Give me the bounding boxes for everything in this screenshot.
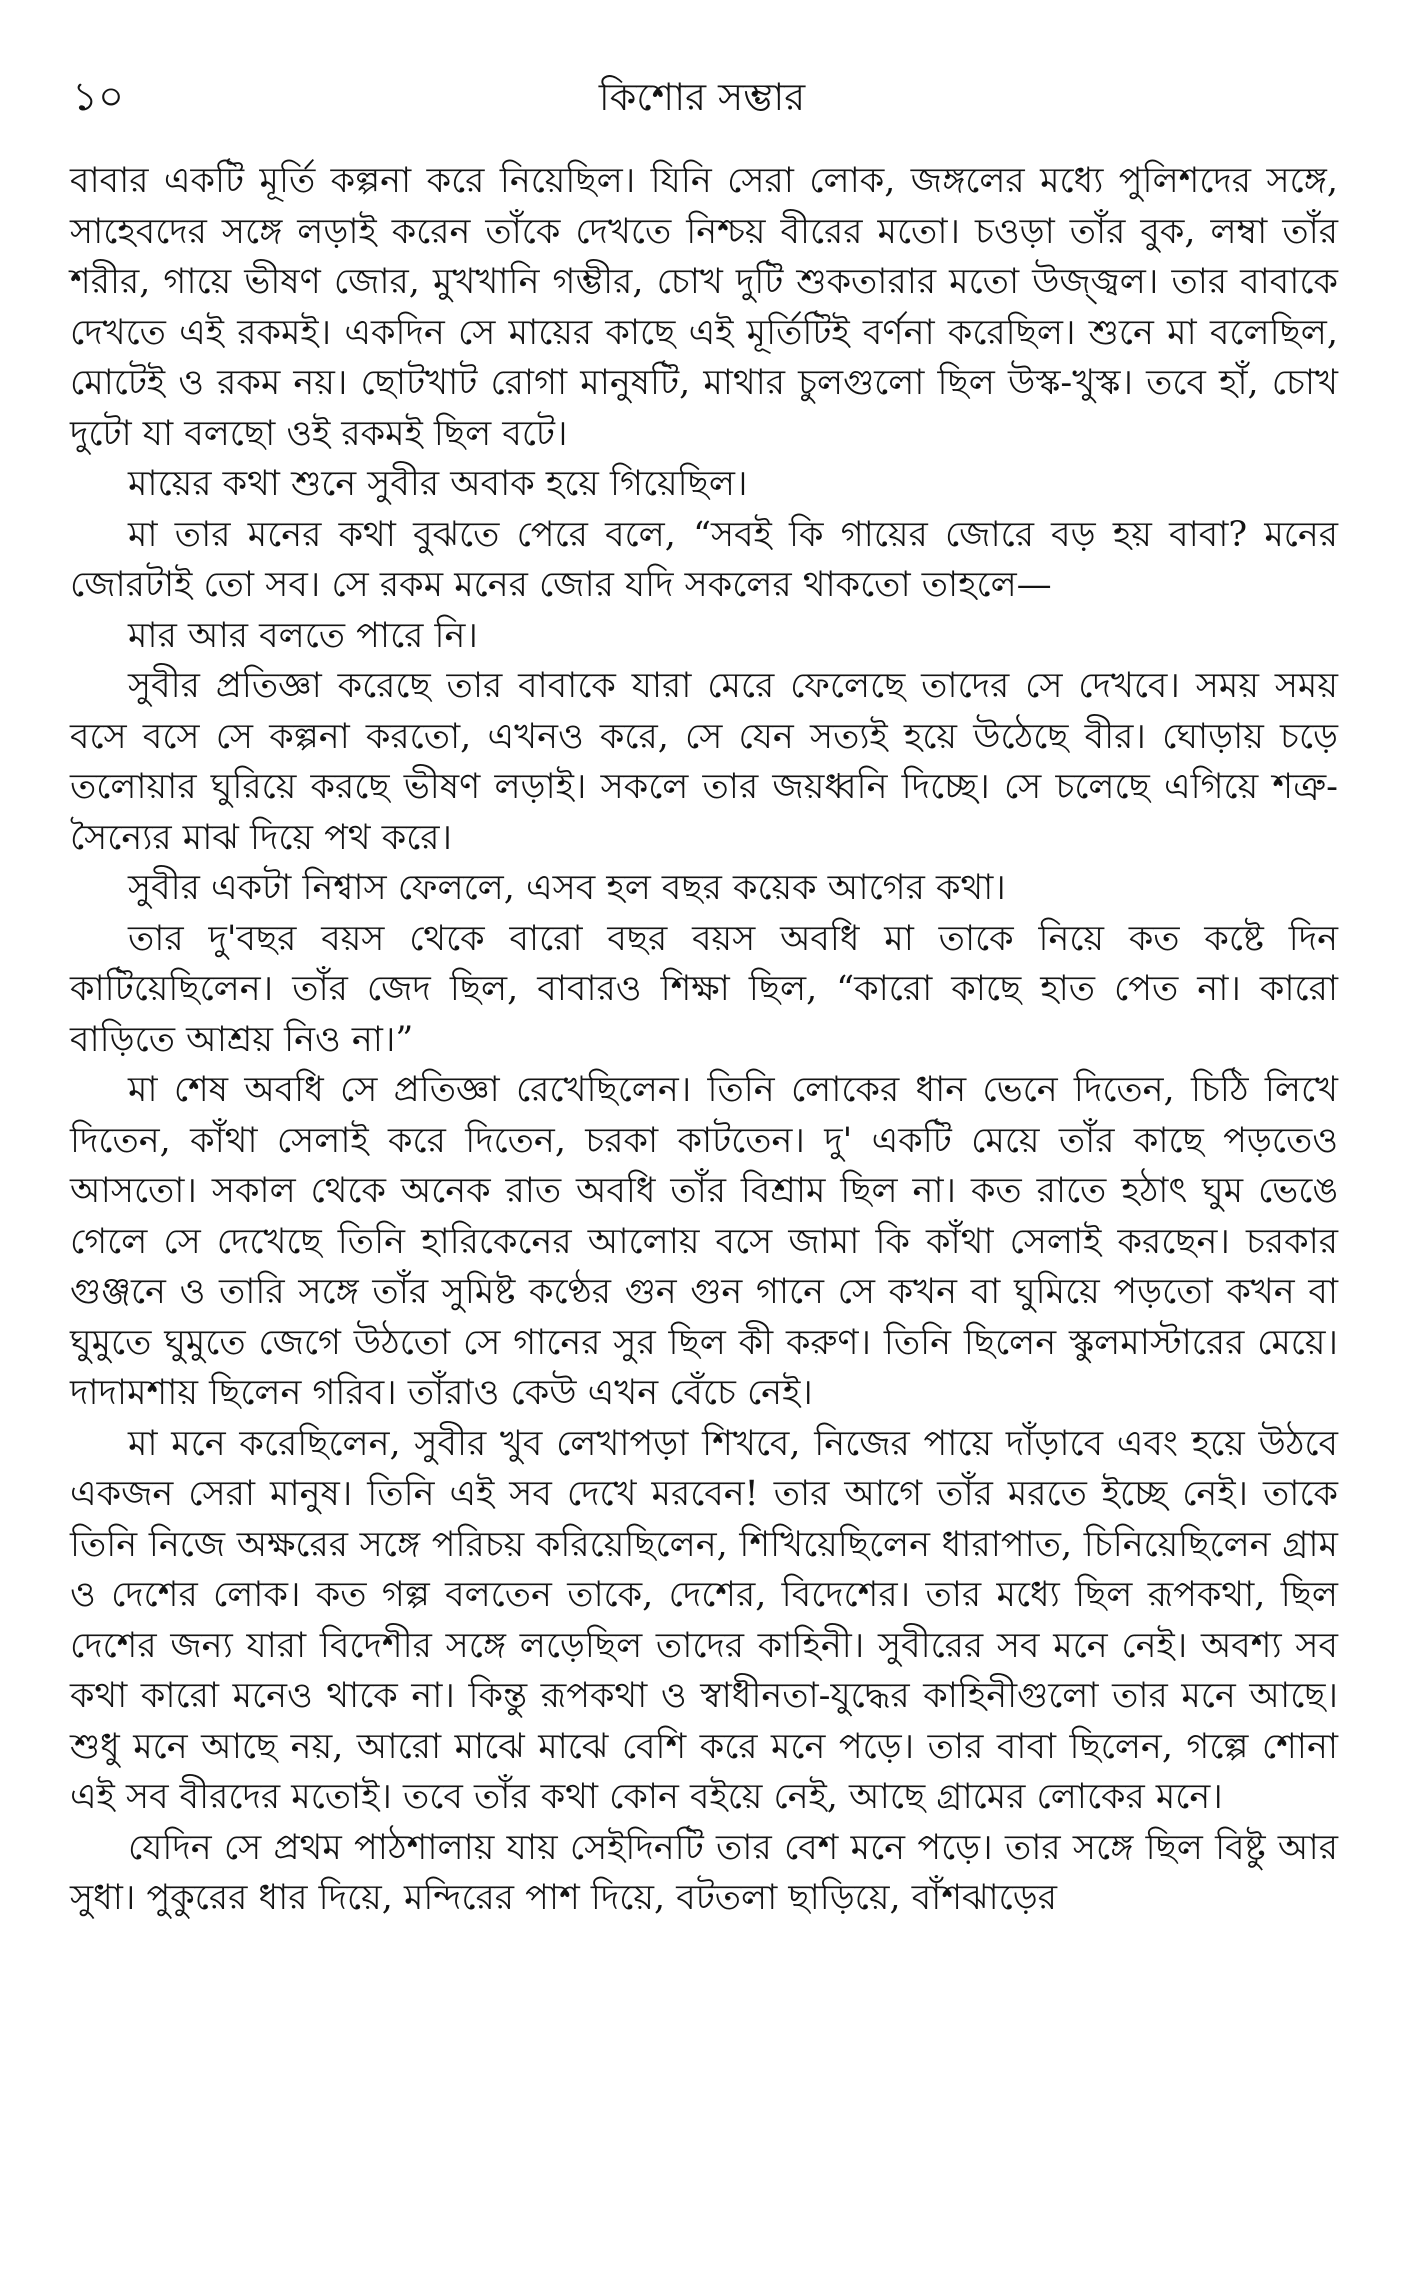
paragraph: মায়ের কথা শুনে সুবীর অবাক হয়ে গিয়েছিল।	[128, 464, 748, 504]
paragraph: মা শেষ অবধি সে প্রতিজ্ঞা রেখেছিলেন। তিনি লোকের ধান ভেনে দিতেন, চিঠি লিখে দিতেন, কাঁথা সেলাই করে দিতেন, চরকা কাটতেন। দু' একটি মেয়ে তাঁর কাছে পড়তেও আসতো। সকাল থেকে অনেক রাত অবধি তাঁর বিশ্রাম ছিল না। কত রাতে হঠাৎ ঘুম ভেঙে গেলে সে দেখেছে তিনি হারিকেনের আলোয় বসে জামা কি কাঁথা সেলাই করছেন। চরকার গুঞ্জনে ও তারি সঙ্গে তাঁর সুমিষ্ট কণ্ঠের গুন গুন গানে সে কখন বা ঘুমিয়ে পড়তো কখন বা ঘুমুতে ঘুমুতে জেগে উঠতো সে গানের সুর ছিল কী করুণ। তিনি ছিলেন স্কুলমাস্টারের মেয়ে। দাদামশায় ছিলেন গরিব। তাঁরাও কেউ এখন বেঁচে নেই।	[70, 1070, 1338, 1413]
page-number: ১০	[72, 74, 124, 120]
body-text	[70, 156, 1338, 1924]
paragraph: সুবীর প্রতিজ্ঞা করেছে তার বাবাকে যারা মেরে ফেলেছে তাদের সে দেখবে। সময় সময় বসে বসে সে কল্পনা করতো, এখনও করে, সে যেন সত্যই হয়ে উঠেছে বীর। ঘোড়ায় চড়ে তলোয়ার ঘুরিয়ে করছে ভীষণ লড়াই। সকলে তার জয়ধ্বনি দিচ্ছে। সে চলেছে এগিয়ে শত্রু-সৈন্যের মাঝ দিয়ে পথ করে।	[70, 666, 1338, 858]
paragraph: মা মনে করেছিলেন, সুবীর খুব লেখাপড়া শিখবে, নিজের পায়ে দাঁড়াবে এবং হয়ে উঠবে একজন সেরা মানুষ। তিনি এই সব দেখে মরবেন! তার আগে তাঁর মরতে ইচ্ছে নেই। তাকে তিনি নিজে অক্ষরের সঙ্গে পরিচয় করিয়েছিলেন, শিখিয়েছিলেন ধারাপাত, চিনিয়েছিলেন গ্রাম ও দেশের লোক। কত গল্প বলতেন তাকে, দেশের, বিদেশের। তার মধ্যে ছিল রূপকথা, ছিল দেশের জন্য যারা বিদেশীর সঙ্গে লড়েছিল তাদের কাহিনী। সুবীরের সব মনে নেই। অবশ্য সব কথা কারো মনেও থাকে না। কিন্তু রূপকথা ও স্বাধীনতা-যুদ্ধের কাহিনীগুলো তার মনে আছে। শুধু মনে আছে নয়, আরো মাঝে মাঝে বেশি করে মনে পড়ে। তার বাবা ছিলেন, গল্পে শোনা এই সব বীরদের মতোই। তবে তাঁর কথা কোন বইয়ে নেই, আছে গ্রামের লোকের মনে।	[70, 1423, 1338, 1817]
book-title: কিশোর সম্ভার	[598, 75, 806, 119]
paragraph: মা তার মনের কথা বুঝতে পেরে বলে, “সবই কি গায়ের জোরে বড় হয় বাবা? মনের জোরটাই তো সব। সে রকম মনের জোর যদি সকলের থাকতো তাহলে—	[70, 514, 1338, 605]
paragraph: যেদিন সে প্রথম পাঠশালায় যায় সেইদিনটি তার বেশ মনে পড়ে। তার সঙ্গে ছিল বিষ্টু আর সুধা। পুকুরের ধার দিয়ে, মন্দিরের পাশ দিয়ে, বটতলা ছাড়িয়ে, বাঁশঝাড়ের	[70, 1827, 1338, 1918]
paragraph: সুবীর একটা নিশ্বাস ফেললে, এসব হল বছর কয়েক আগের কথা।	[128, 868, 1006, 908]
paragraph: বাবার একটি মূর্তি কল্পনা করে নিয়েছিল। যিনি সেরা লোক, জঙ্গলের মধ্যে পুলিশদের সঙ্গে, সাহেবদের সঙ্গে লড়াই করেন তাঁকে দেখতে নিশ্চয় বীরের মতো। চওড়া তাঁর বুক, লম্বা তাঁর শরীর, গায়ে ভীষণ জোর, মুখখানি গম্ভীর, চোখ দুটি শুকতারার মতো উজ্জ্বল। তার বাবাকে দেখতে এই রকমই। একদিন সে মায়ের কাছে এই মূর্তিটিই বর্ণনা করেছিল। শুনে মা বলেছিল, মোটেই ও রকম নয়। ছোটখাট রোগা মানুষটি, মাথার চুলগুলো ছিল উস্ক-খুস্ক। তবে হাঁ, চোখ দুটো যা বলছো ওই রকমই ছিল বটে।	[70, 161, 1338, 454]
running-head	[72, 72, 1332, 122]
paragraph: মার আর বলতে পারে নি।	[128, 615, 478, 656]
paragraph: তার দু'বছর বয়স থেকে বারো বছর বয়স অবধি মা তাকে নিয়ে কত কষ্টে দিন কাটিয়েছিলেন। তাঁর জেদ ছিল, বাবারও শিক্ষা ছিল, “কারো কাছে হাত পেত না। কারো বাড়িতে আশ্রয় নিও না।”	[70, 918, 1338, 1060]
